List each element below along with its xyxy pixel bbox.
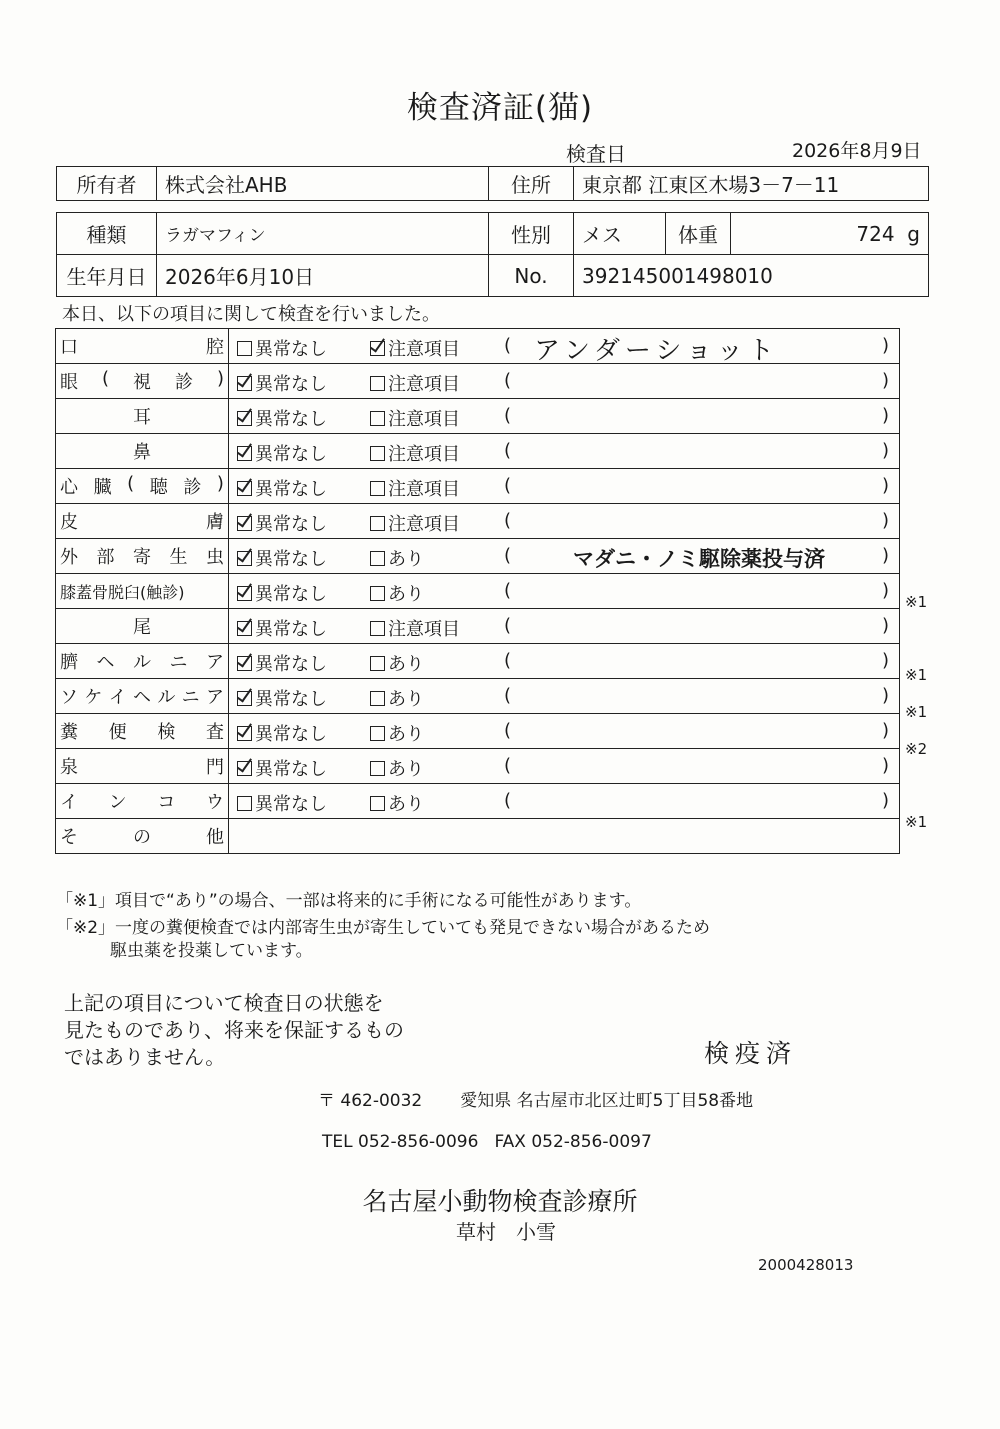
item-char: 査 bbox=[205, 722, 224, 743]
option-label: 注意項目 bbox=[388, 339, 460, 360]
exam-date-label: 検査日 bbox=[566, 142, 626, 166]
item-char: ( bbox=[101, 368, 110, 389]
checkbox-icon[interactable] bbox=[237, 691, 252, 706]
quarantine-stamp: 検疫済 bbox=[704, 1039, 798, 1068]
close-paren: ) bbox=[881, 720, 889, 741]
check-row bbox=[56, 329, 900, 364]
item-char: ニ bbox=[169, 652, 188, 673]
item-char: 診 bbox=[174, 372, 193, 393]
clinic-address bbox=[318, 1086, 791, 1111]
item-char: 膚 bbox=[206, 512, 224, 533]
item-label: 耳 bbox=[56, 399, 229, 434]
item-label-chars bbox=[60, 543, 224, 569]
item-char: ニ bbox=[181, 687, 200, 708]
option-normal[interactable] bbox=[237, 720, 327, 746]
option-label: あり bbox=[388, 654, 424, 675]
option-label: あり bbox=[388, 549, 424, 570]
option-normal[interactable] bbox=[237, 545, 327, 571]
item-char: 検 bbox=[157, 722, 176, 743]
option-attention[interactable] bbox=[370, 370, 460, 396]
checkbox-icon[interactable] bbox=[370, 796, 385, 811]
check-row bbox=[56, 434, 900, 469]
open-paren: ( bbox=[504, 650, 512, 671]
no-value: 392145001498010 bbox=[574, 255, 929, 297]
item-label bbox=[56, 539, 229, 574]
checkbox-icon[interactable] bbox=[237, 341, 252, 356]
close-paren: ) bbox=[881, 685, 889, 706]
item-char: 糞 bbox=[60, 722, 78, 743]
item-label bbox=[56, 469, 229, 504]
checkbox-icon[interactable] bbox=[237, 586, 252, 601]
close-paren: ) bbox=[881, 475, 889, 496]
item-char: 聴 bbox=[149, 477, 168, 498]
checkbox-icon[interactable] bbox=[370, 551, 385, 566]
option-label: 注意項目 bbox=[388, 409, 460, 430]
option-attention[interactable] bbox=[370, 685, 424, 711]
option-attention[interactable] bbox=[370, 615, 460, 641]
checkbox-icon[interactable] bbox=[370, 411, 385, 426]
item-char: ル bbox=[157, 687, 176, 708]
option-label: 異常なし bbox=[255, 584, 327, 605]
checkbox-icon[interactable] bbox=[370, 726, 385, 741]
check-row bbox=[56, 364, 900, 399]
checkbox-icon[interactable] bbox=[370, 446, 385, 461]
option-label: 異常なし bbox=[255, 339, 327, 360]
option-normal[interactable] bbox=[237, 755, 327, 781]
note-2: 「※2」一度の糞便検査では内部寄生虫が寄生していても発見できない場合があるため bbox=[56, 918, 711, 938]
check-row bbox=[56, 539, 900, 574]
doctor-name: 草村 小雪 bbox=[456, 1220, 556, 1244]
item-char: そ bbox=[60, 827, 78, 848]
item-label-chars bbox=[60, 788, 224, 814]
checkbox-icon[interactable] bbox=[237, 481, 252, 496]
close-paren: ) bbox=[881, 510, 889, 531]
no-label: No. bbox=[489, 255, 574, 297]
item-char: 腔 bbox=[206, 337, 224, 358]
item-label bbox=[56, 819, 229, 854]
fax: FAX 052-856-0097 bbox=[494, 1132, 652, 1152]
option-label: 注意項目 bbox=[388, 374, 460, 395]
postal-code: 〒 462-0032 bbox=[318, 1091, 423, 1111]
item-char: 部 bbox=[96, 547, 115, 568]
check-options bbox=[229, 364, 900, 399]
checkbox-icon[interactable] bbox=[237, 621, 252, 636]
check-options bbox=[229, 469, 900, 504]
option-normal[interactable] bbox=[237, 580, 327, 606]
option-label: 注意項目 bbox=[388, 479, 460, 500]
close-paren: ) bbox=[881, 580, 889, 601]
check-options bbox=[229, 784, 900, 819]
note-1: 「※1」項目で“あり”の場合、一部は将来的に手術になる可能性があります。 bbox=[56, 891, 642, 911]
option-normal[interactable] bbox=[237, 335, 327, 361]
item-label-chars bbox=[60, 683, 224, 709]
option-attention[interactable] bbox=[370, 510, 460, 536]
option-label: あり bbox=[388, 759, 424, 780]
item-char: ア bbox=[206, 652, 224, 673]
item-char: ル bbox=[133, 652, 151, 673]
item-label: 鼻 bbox=[56, 434, 229, 469]
item-char: イ bbox=[60, 792, 78, 813]
item-label bbox=[56, 504, 229, 539]
item-char: 口 bbox=[60, 337, 78, 358]
item-label bbox=[56, 644, 229, 679]
check-row bbox=[56, 679, 900, 714]
item-label-chars bbox=[60, 333, 224, 359]
note-3: 駆虫薬を投薬しています。 bbox=[110, 941, 313, 961]
option-attention[interactable] bbox=[370, 720, 424, 746]
address-value: 東京都 江東区木場3－7－11 bbox=[574, 167, 929, 201]
open-paren: ( bbox=[504, 440, 512, 461]
checkbox-icon[interactable] bbox=[370, 586, 385, 601]
item-char: 生 bbox=[169, 547, 188, 568]
dob-value: 2026年6月10日 bbox=[157, 255, 489, 297]
check-options bbox=[229, 504, 900, 539]
item-label-chars bbox=[60, 508, 224, 534]
option-attention[interactable] bbox=[370, 440, 460, 466]
item-label-chars bbox=[60, 753, 224, 779]
check-row bbox=[56, 714, 900, 749]
option-label: あり bbox=[388, 689, 424, 710]
checkbox-icon[interactable] bbox=[370, 516, 385, 531]
address-label: 住所 bbox=[489, 167, 574, 201]
remark-text: マダニ・ノミ駆除薬投与済 bbox=[573, 547, 825, 571]
option-label: 異常なし bbox=[255, 619, 327, 640]
checkbox-icon[interactable] bbox=[370, 376, 385, 391]
option-attention[interactable] bbox=[370, 755, 424, 781]
checkbox-icon[interactable] bbox=[237, 726, 252, 741]
close-paren: ) bbox=[881, 545, 889, 566]
item-char: ( bbox=[127, 473, 135, 494]
checkbox-icon[interactable] bbox=[237, 656, 252, 671]
option-normal[interactable] bbox=[237, 440, 327, 466]
item-char: ウ bbox=[205, 792, 224, 813]
option-attention[interactable] bbox=[370, 475, 460, 501]
item-char: 寄 bbox=[133, 547, 151, 568]
checkbox-icon[interactable] bbox=[237, 411, 252, 426]
checkbox-icon[interactable] bbox=[370, 656, 385, 671]
checkbox-icon[interactable] bbox=[370, 481, 385, 496]
item-char: 視 bbox=[133, 372, 151, 393]
option-normal[interactable] bbox=[237, 615, 327, 641]
open-paren: ( bbox=[504, 510, 512, 531]
disclaimer-line: 見たものであり、将来を保証するもの bbox=[64, 1018, 404, 1042]
check-row bbox=[56, 749, 900, 784]
item-label bbox=[56, 784, 229, 819]
footnote-mark: ※1 bbox=[905, 666, 928, 685]
option-normal[interactable] bbox=[237, 685, 327, 711]
option-label: 異常なし bbox=[255, 479, 327, 500]
weight-label: 体重 bbox=[666, 213, 731, 255]
item-char: ) bbox=[216, 368, 224, 389]
item-char: ケ bbox=[84, 687, 103, 708]
check-options bbox=[229, 399, 900, 434]
option-label: 異常なし bbox=[255, 514, 327, 535]
checks-table bbox=[55, 328, 900, 854]
open-paren: ( bbox=[504, 790, 512, 811]
checkbox-icon[interactable] bbox=[370, 691, 385, 706]
checkbox-icon[interactable] bbox=[237, 516, 252, 531]
item-label-chars bbox=[60, 473, 224, 499]
exam-date: 2026年8月9日 bbox=[792, 140, 922, 162]
checkbox-icon[interactable] bbox=[370, 761, 385, 776]
option-attention[interactable] bbox=[370, 650, 424, 676]
open-paren: ( bbox=[504, 580, 512, 601]
footnote-mark: ※1 bbox=[905, 593, 928, 612]
item-label bbox=[56, 329, 229, 364]
option-normal[interactable] bbox=[237, 510, 327, 536]
open-paren: ( bbox=[504, 405, 512, 426]
check-row bbox=[56, 469, 900, 504]
checkbox-icon[interactable] bbox=[370, 341, 385, 356]
document-title: 検査済証(猫) bbox=[406, 90, 594, 126]
item-char: 外 bbox=[60, 547, 78, 568]
option-label: あり bbox=[388, 584, 424, 605]
pet-table bbox=[56, 212, 929, 297]
option-label: 異常なし bbox=[255, 654, 327, 675]
address-text: 愛知県 名古屋市北区辻町5丁目58番地 bbox=[460, 1091, 754, 1111]
open-paren: ( bbox=[504, 545, 512, 566]
item-char: 診 bbox=[183, 477, 202, 498]
sex-value: メス bbox=[574, 213, 666, 255]
footnote-mark: ※2 bbox=[905, 739, 928, 758]
check-row-other bbox=[56, 819, 900, 854]
item-char: 臓 bbox=[93, 477, 112, 498]
item-char: ソ bbox=[60, 687, 78, 708]
check-row bbox=[56, 784, 900, 819]
disclaimer-line: 上記の項目について検査日の状態を bbox=[64, 991, 384, 1015]
item-char: 他 bbox=[206, 827, 224, 848]
item-label-chars bbox=[60, 718, 224, 744]
option-label: あり bbox=[388, 724, 424, 745]
item-label bbox=[56, 364, 229, 399]
option-label: 注意項目 bbox=[388, 619, 460, 640]
check-options bbox=[229, 679, 900, 714]
disclaimer-line: ではありません。 bbox=[64, 1045, 226, 1069]
dob-label: 生年月日 bbox=[57, 255, 157, 297]
check-options bbox=[229, 749, 900, 784]
open-paren: ( bbox=[504, 475, 512, 496]
item-label bbox=[56, 679, 229, 714]
item-char: コ bbox=[157, 792, 176, 813]
close-paren: ) bbox=[881, 405, 889, 426]
item-label bbox=[56, 714, 229, 749]
clinic-contact bbox=[322, 1132, 668, 1152]
owner-table bbox=[56, 166, 929, 201]
option-attention[interactable] bbox=[370, 405, 460, 431]
close-paren: ) bbox=[881, 755, 889, 776]
option-attention[interactable] bbox=[370, 545, 424, 571]
item-label bbox=[56, 749, 229, 784]
tel: TEL 052-856-0096 bbox=[322, 1132, 479, 1152]
item-char: ン bbox=[108, 792, 127, 813]
check-options bbox=[229, 329, 900, 364]
checkbox-icon[interactable] bbox=[237, 761, 252, 776]
checkbox-icon[interactable] bbox=[237, 376, 252, 391]
option-label: 異常なし bbox=[255, 724, 327, 745]
breed-value: ラガマフィン bbox=[157, 213, 489, 255]
weight-value: 724 bbox=[856, 221, 895, 246]
item-char: 虫 bbox=[206, 547, 224, 568]
item-label: 膝蓋骨脱臼(触診) bbox=[56, 574, 229, 609]
check-options bbox=[229, 434, 900, 469]
option-label: あり bbox=[388, 794, 424, 815]
remark-text: アンダーショット bbox=[534, 336, 779, 366]
clinic-name: 名古屋小動物検査診療所 bbox=[362, 1187, 638, 1216]
sex-label: 性別 bbox=[489, 213, 574, 255]
other-value bbox=[229, 819, 900, 854]
checkbox-icon[interactable] bbox=[237, 551, 252, 566]
intro-text: 本日、以下の項目に関して検査を行いました。 bbox=[62, 304, 440, 325]
option-attention[interactable] bbox=[370, 580, 424, 606]
checkbox-icon[interactable] bbox=[237, 446, 252, 461]
item-label: 尾 bbox=[56, 609, 229, 644]
option-normal[interactable] bbox=[237, 405, 327, 431]
footnote-mark: ※1 bbox=[905, 812, 928, 831]
open-paren: ( bbox=[504, 370, 512, 391]
item-char: 心 bbox=[60, 477, 78, 498]
item-label-chars bbox=[60, 648, 224, 674]
option-label: 異常なし bbox=[255, 444, 327, 465]
open-paren: ( bbox=[504, 615, 512, 636]
item-char: 臍 bbox=[60, 652, 78, 673]
option-label: 異常なし bbox=[255, 549, 327, 570]
check-row bbox=[56, 574, 900, 609]
check-options bbox=[229, 644, 900, 679]
item-char: ア bbox=[205, 687, 224, 708]
check-options bbox=[229, 714, 900, 749]
footnote-mark: ※1 bbox=[905, 703, 928, 721]
check-row bbox=[56, 609, 900, 644]
item-char: の bbox=[133, 827, 151, 848]
close-paren: ) bbox=[881, 615, 889, 636]
open-paren: ( bbox=[504, 720, 512, 741]
close-paren: ) bbox=[881, 790, 889, 811]
open-paren: ( bbox=[504, 685, 512, 706]
owner-value: 株式会社AHB bbox=[157, 167, 489, 201]
weight-cell bbox=[731, 213, 929, 255]
breed-label: 種類 bbox=[57, 213, 157, 255]
item-char: ヘ bbox=[96, 652, 115, 673]
check-row bbox=[56, 644, 900, 679]
option-label: 異常なし bbox=[255, 794, 327, 815]
serial-number: 2000428013 bbox=[758, 1256, 854, 1274]
item-char: イ bbox=[108, 687, 127, 708]
item-char: ) bbox=[216, 473, 224, 494]
weight-unit: g bbox=[907, 221, 920, 246]
option-label: 注意項目 bbox=[388, 514, 460, 535]
option-normal[interactable] bbox=[237, 790, 327, 816]
close-paren: ) bbox=[881, 650, 889, 671]
option-attention[interactable] bbox=[370, 790, 424, 816]
item-char: 眼 bbox=[60, 372, 78, 393]
item-label-chars bbox=[60, 368, 224, 394]
close-paren: ) bbox=[881, 440, 889, 461]
option-label: 異常なし bbox=[255, 409, 327, 430]
option-normal[interactable] bbox=[237, 650, 327, 676]
check-row bbox=[56, 399, 900, 434]
option-normal[interactable] bbox=[237, 370, 327, 396]
check-options bbox=[229, 539, 900, 574]
option-label: 異常なし bbox=[255, 759, 327, 780]
check-row bbox=[56, 504, 900, 539]
item-char: 泉 bbox=[60, 757, 78, 778]
option-label: 異常なし bbox=[255, 374, 327, 395]
item-char: 門 bbox=[206, 757, 224, 778]
item-char: 便 bbox=[108, 722, 127, 743]
disclaimer bbox=[64, 990, 404, 1071]
item-label-chars bbox=[60, 823, 224, 849]
option-normal[interactable] bbox=[237, 475, 327, 501]
checkbox-icon[interactable] bbox=[370, 621, 385, 636]
option-label: 異常なし bbox=[255, 689, 327, 710]
open-paren: ( bbox=[504, 335, 512, 356]
item-char: ヘ bbox=[132, 687, 151, 708]
close-paren: ) bbox=[881, 370, 889, 391]
option-attention[interactable] bbox=[370, 335, 460, 361]
item-char: 皮 bbox=[60, 512, 78, 533]
checkbox-icon[interactable] bbox=[237, 796, 252, 811]
check-options bbox=[229, 574, 900, 609]
check-options bbox=[229, 609, 900, 644]
option-label: 注意項目 bbox=[388, 444, 460, 465]
owner-label: 所有者 bbox=[57, 167, 157, 201]
open-paren: ( bbox=[504, 755, 512, 776]
close-paren: ) bbox=[881, 335, 889, 356]
